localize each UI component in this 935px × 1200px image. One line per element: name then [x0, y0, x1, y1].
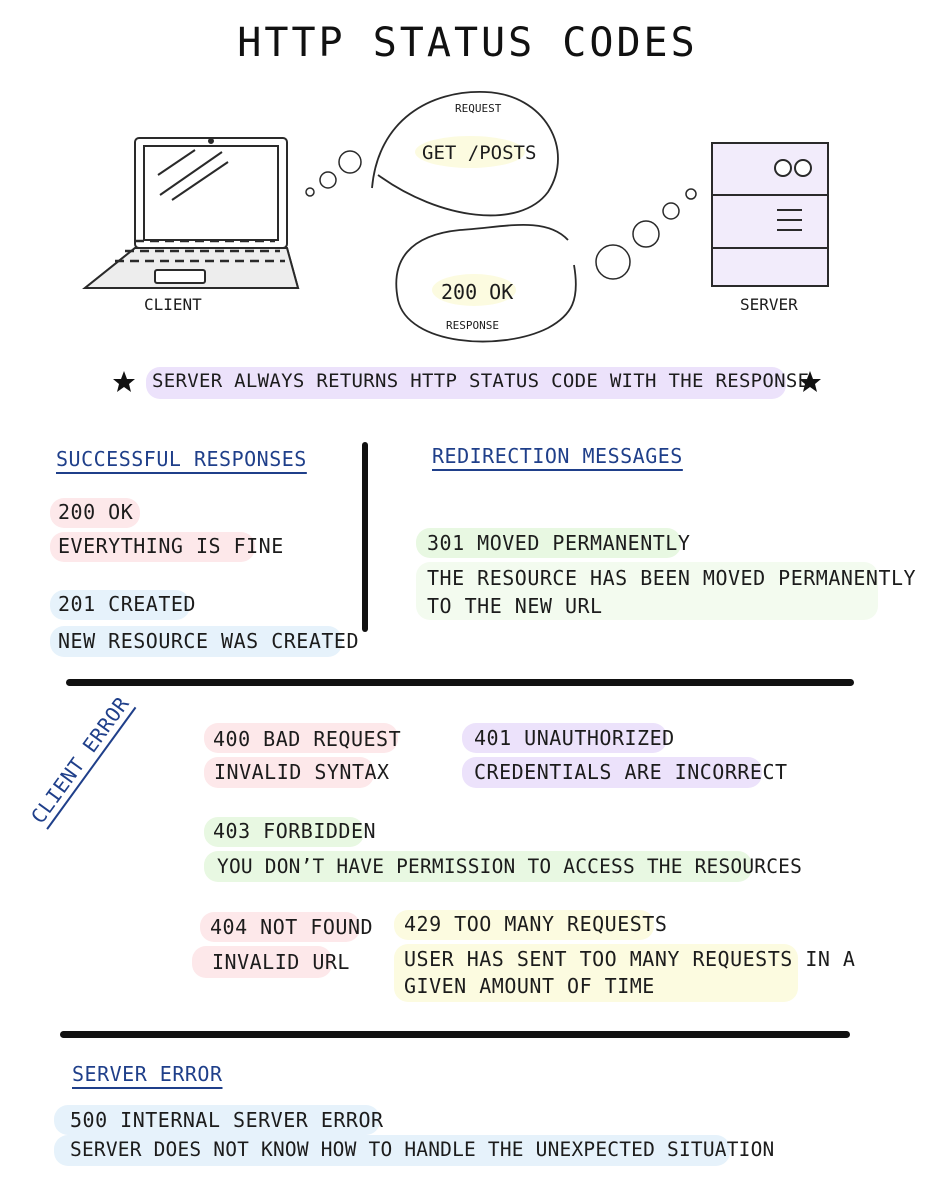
- redirection-heading: REDIRECTION MESSAGES: [432, 444, 683, 468]
- code-429: 429 TOO MANY REQUESTS: [404, 912, 668, 936]
- code-401: 401 UNAUTHORIZED: [474, 726, 675, 750]
- code-200: 200 OK: [58, 500, 134, 524]
- server-error-heading: SERVER ERROR: [72, 1062, 223, 1086]
- server-icon: [712, 143, 828, 286]
- request-text: GET /POSTS: [422, 142, 537, 164]
- page-title: HTTP STATUS CODES: [237, 20, 698, 66]
- code-500: 500 INTERNAL SERVER ERROR: [70, 1108, 384, 1132]
- code-201: 201 CREATED: [58, 592, 196, 616]
- client-error-heading: CLIENT ERROR: [26, 692, 134, 828]
- laptop-icon: [85, 138, 298, 288]
- code-403: 403 FORBIDDEN: [213, 819, 377, 843]
- desc-403: YOU DON’T HAVE PERMISSION TO ACCESS THE RESOURCES: [217, 855, 803, 878]
- successful-heading: SUCCESSFUL RESPONSES: [56, 447, 307, 471]
- code-400: 400 BAD REQUEST: [213, 727, 402, 751]
- desc-301-line1: THE RESOURCE HAS BEEN MOVED PERMANENTLY: [427, 566, 917, 590]
- response-label: RESPONSE: [446, 319, 499, 332]
- desc-200: EVERYTHING IS FINE: [58, 534, 284, 558]
- response-text: 200 OK: [441, 280, 514, 304]
- star-icon-left: [113, 371, 135, 392]
- server-label: SERVER: [740, 295, 798, 314]
- desc-401: CREDENTIALS ARE INCORRECT: [474, 760, 788, 784]
- desc-201: NEW RESOURCE WAS CREATED: [58, 629, 359, 653]
- desc-500: SERVER DOES NOT KNOW HOW TO HANDLE THE UNEXPECTED SITUATION: [70, 1138, 775, 1161]
- code-301: 301 MOVED PERMANENTLY: [427, 531, 691, 555]
- code-404: 404 NOT FOUND: [210, 915, 374, 939]
- desc-429-line2: GIVEN AMOUNT OF TIME: [404, 974, 655, 998]
- client-label: CLIENT: [144, 295, 202, 314]
- desc-404: INVALID URL: [212, 950, 350, 974]
- desc-400: INVALID SYNTAX: [214, 760, 390, 784]
- request-label: REQUEST: [455, 102, 502, 115]
- desc-301-line2: TO THE NEW URL: [427, 594, 603, 618]
- desc-429-line1: USER HAS SENT TOO MANY REQUESTS IN A: [404, 947, 856, 971]
- note-text: SERVER ALWAYS RETURNS HTTP STATUS CODE WITH THE RESPONSE: [152, 370, 810, 392]
